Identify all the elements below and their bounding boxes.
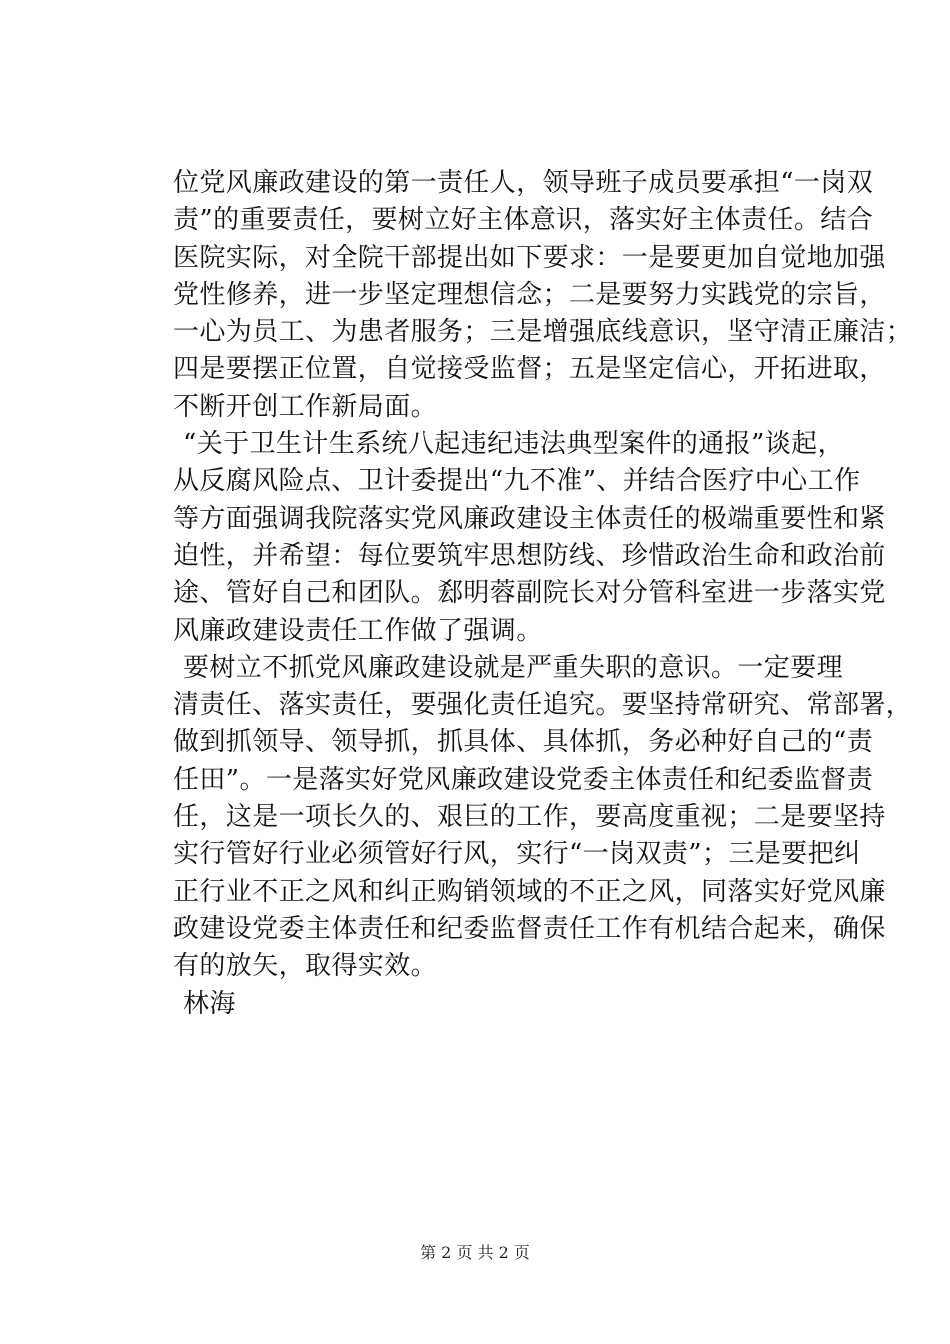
text-line: “关于卫生计生系统八起违纪违法典型案件的通报”谈起， bbox=[183, 429, 844, 460]
page-number-footer: 第 2 页 共 2 页 bbox=[420, 1243, 530, 1262]
text-line: 从反腐风险点、卫计委提出“九不准”、并结合医疗中心工作 bbox=[173, 466, 861, 497]
signature-name: 林海 bbox=[183, 988, 236, 1019]
text-line: 等方面强调我院落实党风廉政建设主体责任的极端重要性和紧 bbox=[173, 503, 886, 534]
text-line: 四是要摆正位置，自觉接受监督；五是坚定信心，开拓进取， bbox=[173, 354, 886, 385]
text-line: 做到抓领导、领导抓，抓具体、具体抓，务必种好自己的“责 bbox=[173, 727, 874, 758]
text-line: 清责任、落实责任，要强化责任追究。要坚持常研究、常部署， bbox=[173, 690, 913, 721]
text-line: 正行业不正之风和纠正购销领域的不正之风，同落实好党风廉 bbox=[173, 876, 886, 907]
text-line: 一心为员工、为患者服务；三是增强底线意识，坚守清正廉洁； bbox=[173, 317, 913, 348]
text-line: 任田”。一是落实好党风廉政建设党委主体责任和纪委监督责 bbox=[173, 764, 874, 795]
text-line: 风廉政建设责任工作做了强调。 bbox=[173, 615, 543, 646]
text-line: 位党风廉政建设的第一责任人，领导班子成员要承担“一岗双 bbox=[173, 168, 874, 198]
text-line: 实行管好行业必须管好行风，实行“一岗双责”；三是要把纠 bbox=[173, 839, 861, 870]
document-body bbox=[173, 165, 913, 1023]
text-line: 医院实际，对全院干部提出如下要求：一是要更加自觉地加强 bbox=[173, 242, 886, 273]
text-line: 途、管好自己和团队。郄明蓉副院长对分管科室进一步落实党 bbox=[173, 578, 886, 609]
text-line: 有的放矢，取得实效。 bbox=[173, 951, 438, 982]
text-line: 责”的重要责任，要树立好主体意识，落实好主体责任。结合 bbox=[173, 205, 874, 236]
text-line: 不断开创工作新局面。 bbox=[173, 391, 438, 422]
text-line: 迫性，并希望：每位要筑牢思想防线、珍惜政治生命和政治前 bbox=[173, 540, 886, 571]
text-line: 党性修养，进一步坚定理想信念；二是要努力实践党的宗旨， bbox=[173, 279, 886, 310]
text-line: 任，这是一项长久的、艰巨的工作，要高度重视；二是要坚持 bbox=[173, 802, 886, 833]
text-line: 政建设党委主体责任和纪委监督责任工作有机结合起来，确保 bbox=[173, 913, 886, 944]
text-line: 要树立不抓党风廉政建设就是严重失职的意识。一定要理 bbox=[183, 652, 844, 683]
